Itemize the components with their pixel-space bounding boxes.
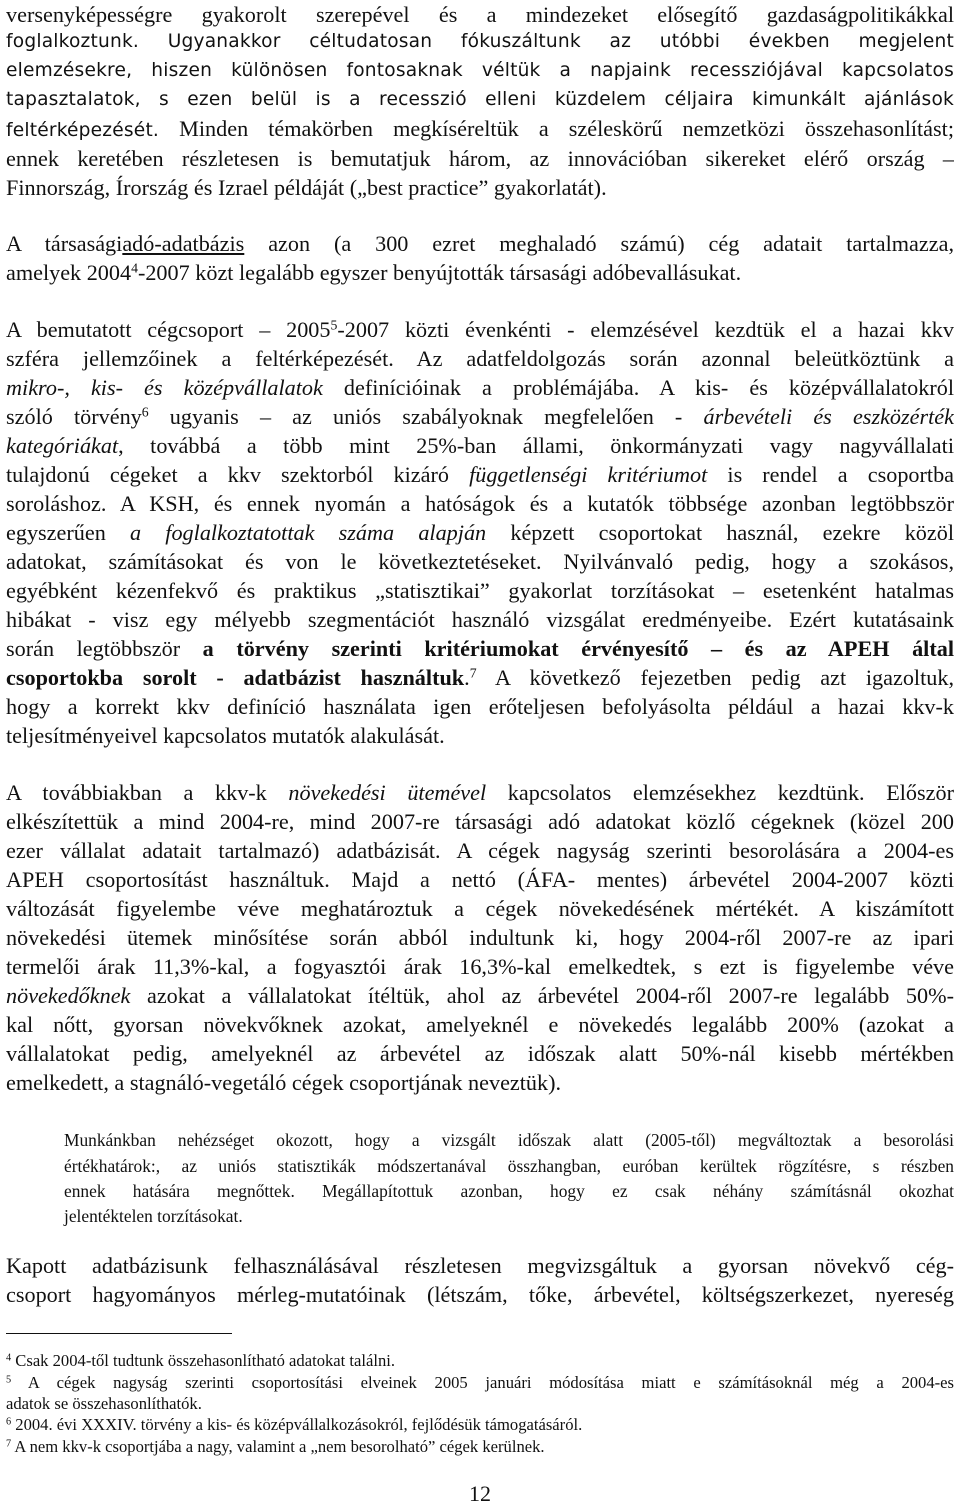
text: is rendel a csoportba <box>707 462 954 487</box>
paragraph-line <box>6 344 954 374</box>
italic-text: függetlenségi kritériumot <box>469 462 708 487</box>
text: kal nőtt, gyorsan növekvőknek azokat, amelyeknél e növekedés legalább 200% (azokat a <box>6 1012 954 1037</box>
text: elkészítettük a mind 2004-re, mind 2007-re társasági adó adatokat közlő cégeknek (közel 200 <box>6 809 954 834</box>
italic-text: kategóriákat <box>6 433 119 458</box>
note-line <box>64 1153 954 1179</box>
paragraph-line <box>6 518 954 548</box>
text: jelentéktelen torzításokat. <box>64 1206 243 1226</box>
footnote-number: 7 <box>6 1438 12 1450</box>
text: A következő fejezetben pedig azt igazoltuk, <box>476 665 954 690</box>
paragraph-line <box>6 460 954 490</box>
paragraph-line <box>6 229 954 259</box>
text: képzett csoportokat használ, ezekre közöl <box>486 520 954 545</box>
bold-text: a törvény szerinti kritériumokat érvényesítő – és az APEH által <box>202 636 954 661</box>
paragraph-line <box>6 952 954 982</box>
paragraph-line <box>6 431 954 461</box>
text: ezer vállalat adatait tartalmazó) adatbázisát. A cégek nagyság szerinti besorolására a 2004-es <box>6 838 954 863</box>
text: szóló törvény <box>6 404 142 429</box>
footnote-7 <box>6 1436 954 1458</box>
paragraph-line <box>6 56 954 86</box>
bold-text: csoportokba sorolt - adatbázist használtuk <box>6 665 465 690</box>
text: definícióinak a problémájába. A kis- és középvállalatokról <box>322 375 954 400</box>
page-number: 12 <box>469 1481 491 1506</box>
italic-text: növekedőknek <box>6 983 131 1008</box>
text: A társasági <box>6 231 123 256</box>
paragraph-line <box>6 144 954 174</box>
paragraph-line <box>6 663 954 693</box>
paragraph-line <box>6 1280 954 1310</box>
paragraph-line <box>6 865 954 895</box>
paragraph-line <box>6 1039 954 1069</box>
paragraph-line <box>6 373 954 403</box>
footnote-separator <box>6 1333 232 1334</box>
paragraph-line <box>6 402 954 432</box>
footnote-number: 5 <box>6 1374 12 1386</box>
text: termelői árak 11,3%-kal, a fogyasztói árak 16,3%-kal emelkedtek, s ezt is figyelembe véve <box>6 954 954 979</box>
footnote-number: 6 <box>6 1416 12 1428</box>
paragraph-line <box>6 634 954 664</box>
text: Finnország, Írország és Izrael példáját („best practice” gyakorlatát). <box>6 175 607 200</box>
italic-text: növekedési ütemével <box>288 780 487 805</box>
paragraph-line <box>6 894 954 924</box>
paragraph-line <box>6 807 954 837</box>
text: ennek hatására megnőttek. Megállapítottuk azonban, hogy ez csak néhány számításnál okozhat <box>64 1181 954 1201</box>
footnote-6 <box>6 1414 954 1436</box>
footnote-4 <box>6 1350 954 1372</box>
text: feltérképezését. <box>6 120 160 141</box>
paragraph-line <box>6 981 954 1011</box>
text: csoport hagyományos mérleg-mutatóinak (létszám, tőke, árbevétel, költségszerkezet, nyereség <box>6 1282 954 1307</box>
paragraph-line <box>6 0 954 30</box>
text: szféra jellemzőinek a feltérképezését. Az adatfeldolgozás során azonnal beleütköztünk a <box>6 346 954 371</box>
text: emelkedett, a stagnáló-vegetáló cégek csoportjának neveztük). <box>6 1070 562 1095</box>
text: során legtöbbször <box>6 636 203 661</box>
text: . <box>464 665 470 690</box>
note-line <box>64 1203 954 1229</box>
paragraph-line <box>6 85 954 115</box>
paragraph-line <box>6 692 954 722</box>
text: változását figyelembe véve meghatároztuk a cégek növekedésének mértékét. A kiszámított <box>6 896 954 921</box>
text: Csak 2004-től tudtunk összehasonlítható adatokat találni. <box>11 1351 396 1370</box>
paragraph-line <box>6 27 954 57</box>
text: adatokat, számításokat és von le következtetéseket. Nyilvánvaló pedig, hogy a szokásos, <box>6 549 954 574</box>
text: vállalatokat pedig, amelyeknél az árbevétel az időszak alatt 50%-nál kisebb mértékben <box>6 1041 954 1066</box>
note-line <box>64 1178 954 1204</box>
text: Minden témakörben megkíséreltük a széleskörű nemzetközi összehasonlítást; <box>159 116 954 141</box>
text: kapcsolatos elemzésekhez kezdtünk. Először <box>486 780 954 805</box>
footnote-ref: 5 <box>330 317 338 333</box>
text: adatok se összehasonlíthatók. <box>6 1394 202 1413</box>
text: A nem kkv-k csoportjába a nagy, valamint a „nem besorolható” cégek kerülnek. <box>11 1437 545 1456</box>
text: teljesítményeivel kapcsolatos mutatók alakulását. <box>6 723 445 748</box>
text: hogy a korrekt kkv definíció használata igen erőteljesen befolyásolta például a hazai kkv-k <box>6 694 954 719</box>
paragraph-line <box>6 1251 954 1281</box>
paragraph-line <box>6 576 954 606</box>
footnote-ref: 7 <box>469 665 477 681</box>
text: egyébként kézenfekvő és praktikus „statisztikai” gyakorlat torzításokat – esetenként hatalmas <box>6 578 954 603</box>
text: egyszerűen <box>6 520 130 545</box>
paragraph-line <box>6 836 954 866</box>
italic-text: árbevételi és eszközérték <box>703 404 954 429</box>
text: 2004. évi XXXIV. törvény a kis- és középvállalkozásokról, fejlődésük támogatásáról. <box>11 1415 583 1434</box>
text: azokat a vállalatokat ítéltük, ahol az árbevétel 2004-ről 2007-re legalább 50%- <box>130 983 954 1008</box>
note-line <box>64 1127 954 1153</box>
text: amelyek 2004 <box>6 260 132 285</box>
text: hibákat - visz egy mélyebb szegmentációt használó vizsgálat eredményeibe. Ezért kutatásaink <box>6 607 954 632</box>
text: tulajdonú cégeket a kkv szektorból kizáró <box>6 462 470 487</box>
text: Munkánkban nehézséget okozott, hogy a vizsgált időszak alatt (2005-től) megváltoztak a besorolási <box>64 1130 954 1150</box>
footnote-5-cont <box>6 1393 954 1415</box>
paragraph-line <box>6 489 954 519</box>
text: elemzésekre, hiszen különösen fontosaknak véltük a napjaink recessziójával kapcsolatos <box>6 60 954 81</box>
text: -2007 közti évenkénti - elemzésével kezdtük el a hazai kkv <box>337 317 954 342</box>
text: ennek keretében részletesen is bemutatjuk három, az innovációban sikereket elérő ország – <box>6 146 954 171</box>
text: foglalkoztunk. Ugyanakkor céltudatosan fókuszáltunk az utóbbi években megjelent <box>6 31 954 52</box>
text: versenyképességre gyakorolt szerepével és a mindezeket elősegítő gazdaságpolitikákkal <box>6 2 954 27</box>
paragraph-line <box>6 547 954 577</box>
text: tapasztalatok, s ezen belül is a recesszió elleni küzdelem céljaira kimunkált ajánlások <box>6 89 954 110</box>
text: -2007 közt legalább egyszer benyújtották társasági adóbevallásukat. <box>137 260 742 285</box>
footnote-5 <box>6 1372 954 1394</box>
italic-text: mikro-, kis- és középvállalatok <box>6 375 323 400</box>
text: , továbbá a több mint 25%-ban állami, önkormányzati vagy nagyvállalati <box>118 433 954 458</box>
paragraph-line <box>6 258 954 288</box>
italic-text: a foglalkoztatottak száma alapján <box>130 520 487 545</box>
paragraph-line <box>6 315 954 345</box>
text: A továbbiakban a kkv-k <box>6 780 289 805</box>
text: Kapott adatbázisunk felhasználásával részletesen megvizsgáltuk a gyorsan növekvő cég- <box>6 1253 954 1278</box>
paragraph-line <box>6 1068 954 1098</box>
text: azon (a 300 ezret meghaladó számú) cég adatait tartalmazza, <box>244 231 954 256</box>
text: A bemutatott cégcsoport – 2005 <box>6 317 331 342</box>
footnote-number: 4 <box>6 1352 12 1364</box>
text: soroláshoz. A KSH, és ennek nyomán a hatóságok és a kutatók többsége azonban legtöbbször <box>6 491 954 516</box>
paragraph-line <box>6 1010 954 1040</box>
footnote-ref: 6 <box>141 404 149 420</box>
paragraph-line <box>6 173 954 203</box>
text: növekedési ütemek minősítése során abból indultunk ki, hogy 2004-ről 2007-re az ipari <box>6 925 954 950</box>
text: APEH csoportosítást használtuk. Majd a nettó (ÁFA- mentes) árbevétel 2004-2007 közti <box>6 867 954 892</box>
text: A cégek nagyság szerinti csoportosítási elveinek 2005 januári módosítása miatt e számításoknál még a 2004-es <box>11 1373 954 1392</box>
paragraph-line <box>6 721 954 751</box>
text: ugyanis – az uniós szabályoknak megfelelően - <box>148 404 704 429</box>
paragraph-line <box>6 778 954 808</box>
text: értékhatárok:, az uniós statisztikák módszertanával összhangban, euróban kerültek rögzítésre, s részben <box>64 1156 954 1176</box>
underlined-term: adó-adatbázis <box>122 231 245 256</box>
paragraph-line <box>6 114 954 144</box>
paragraph-line <box>6 605 954 635</box>
footnote-ref: 4 <box>131 260 138 276</box>
paragraph-line <box>6 923 954 953</box>
